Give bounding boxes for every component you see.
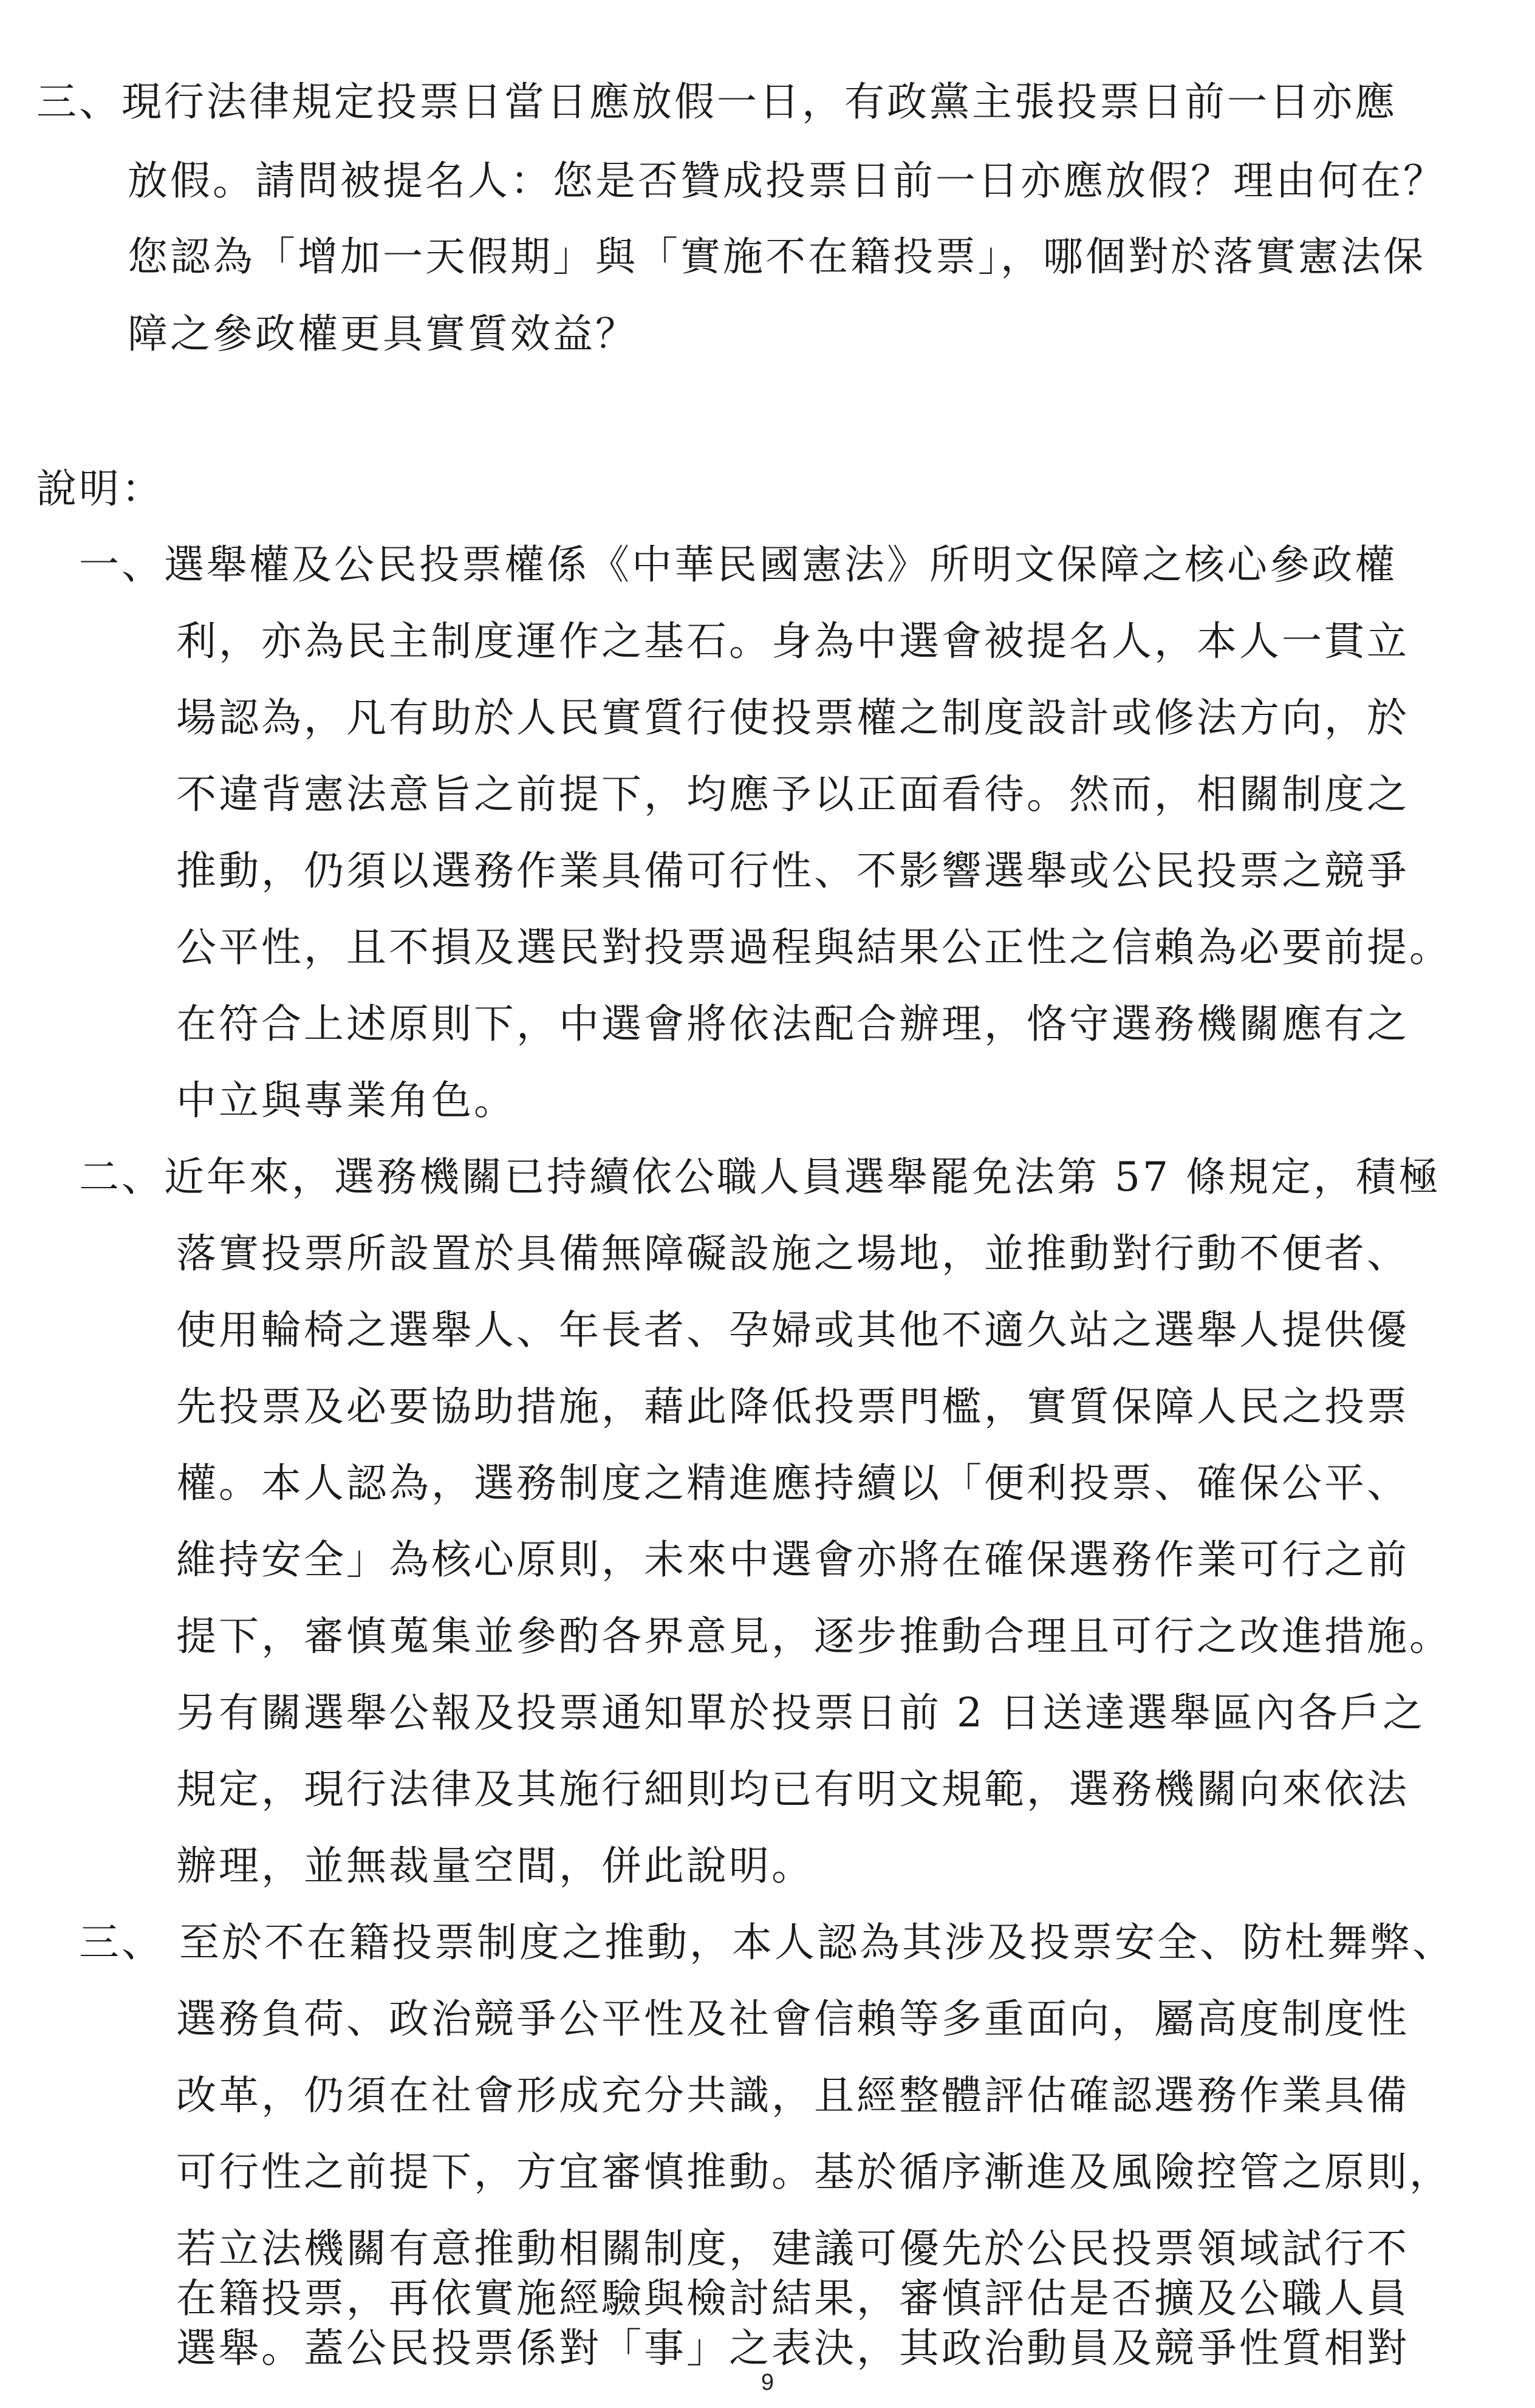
section-2-line: 規定，現行法律及其施行細則均已有明文規範，選務機關向來依法 <box>176 1766 1409 1813</box>
explanation-heading: 說明： <box>36 465 164 512</box>
section-2-line: 使用輪椅之選舉人、年長者、孕婦或其他不適久站之選舉人提供優 <box>176 1307 1409 1353</box>
section-3-line: 選舉。蓋公民投票係對「事」之表決，其政治動員及競爭性質相對 <box>176 2325 1409 2372</box>
section-1-line: 在符合上述原則下，中選會將依法配合辦理，恪守選務機關應有之 <box>176 1000 1409 1047</box>
section-2-line: 提下，審慎蒐集並參酌各界意見，逐步推動合理且可行之改進措施。 <box>176 1613 1452 1660</box>
section-3-line: 若立法機關有意推動相關制度，建議可優先於公民投票領域試行不 <box>176 2225 1409 2272</box>
section-1-line: 推動，仍須以選務作業具備可行性、不影響選舉或公民投票之競爭 <box>176 847 1409 894</box>
section-2-line: 先投票及必要協助措施，藉此降低投票門檻，實質保障人民之投票 <box>176 1383 1409 1430</box>
page-number: 9 <box>761 2370 774 2395</box>
section-2-line: 二、近年來，選務機關已持續依公職人員選舉罷免法第 57 條規定，積極 <box>79 1154 1441 1200</box>
section-3-line: 選務負荷、政治競爭公平性及社會信賴等多重面向，屬高度制度性 <box>176 1996 1409 2042</box>
section-2-line: 另有關選舉公報及投票通知單於投票日前 2 日送達選舉區內各戶之 <box>176 1689 1425 1736</box>
question-line: 放假。請問被提名人：您是否贊成投票日前一日亦應放假？理由何在？ <box>128 157 1446 204</box>
section-1-line: 利，亦為民主制度運作之基石。身為中選會被提名人，本人一貫立 <box>176 618 1409 665</box>
section-2-line: 落實投票所設置於具備無障礙設施之場地，並推動對行動不便者、 <box>176 1230 1409 1277</box>
section-2-line: 辦理，並無裁量空間，併此說明。 <box>176 1842 814 1889</box>
section-2-line: 維持安全」為核心原則，未來中選會亦將在確保選務作業可行之前 <box>176 1536 1409 1583</box>
section-1-line: 中立與專業角色。 <box>176 1077 516 1124</box>
section-1-line: 場認為，凡有助於人民實質行使投票權之制度設計或修法方向，於 <box>176 694 1409 741</box>
section-1-line: 不違背憲法意旨之前提下，均應予以正面看待。然而，相關制度之 <box>176 771 1409 818</box>
section-3-line: 在籍投票，再依實施經驗與檢討結果，審慎評估是否擴及公職人員 <box>176 2275 1409 2322</box>
section-2-line: 權。本人認為，選務制度之精進應持續以「便利投票、確保公平、 <box>176 1460 1409 1507</box>
section-1-line: 公平性，且不損及選民對投票過程與結果公正性之信賴為必要前提。 <box>176 924 1452 971</box>
section-3-line: 改革，仍須在社會形成充分共識，且經整體評估確認選務作業具備 <box>176 2072 1409 2119</box>
question-line: 您認為「增加一天假期」與「實施不在籍投票」，哪個對於落實憲法保 <box>128 233 1426 280</box>
section-3-line: 可行性之前提下，方宜審慎推動。基於循序漸進及風險控管之原則， <box>176 2149 1452 2195</box>
question-line: 三、現行法律規定投票日當日應放假一日，有政黨主張投票日前一日亦應 <box>36 78 1397 125</box>
question-line: 障之參政權更具實質效益？ <box>128 310 638 357</box>
section-3-line: 三、 至於不在籍投票制度之推動，本人認為其涉及投票安全、防杜舞弊、 <box>79 1919 1455 1966</box>
section-1-line: 一、選舉權及公民投票權係《中華民國憲法》所明文保障之核心參政權 <box>79 541 1397 588</box>
